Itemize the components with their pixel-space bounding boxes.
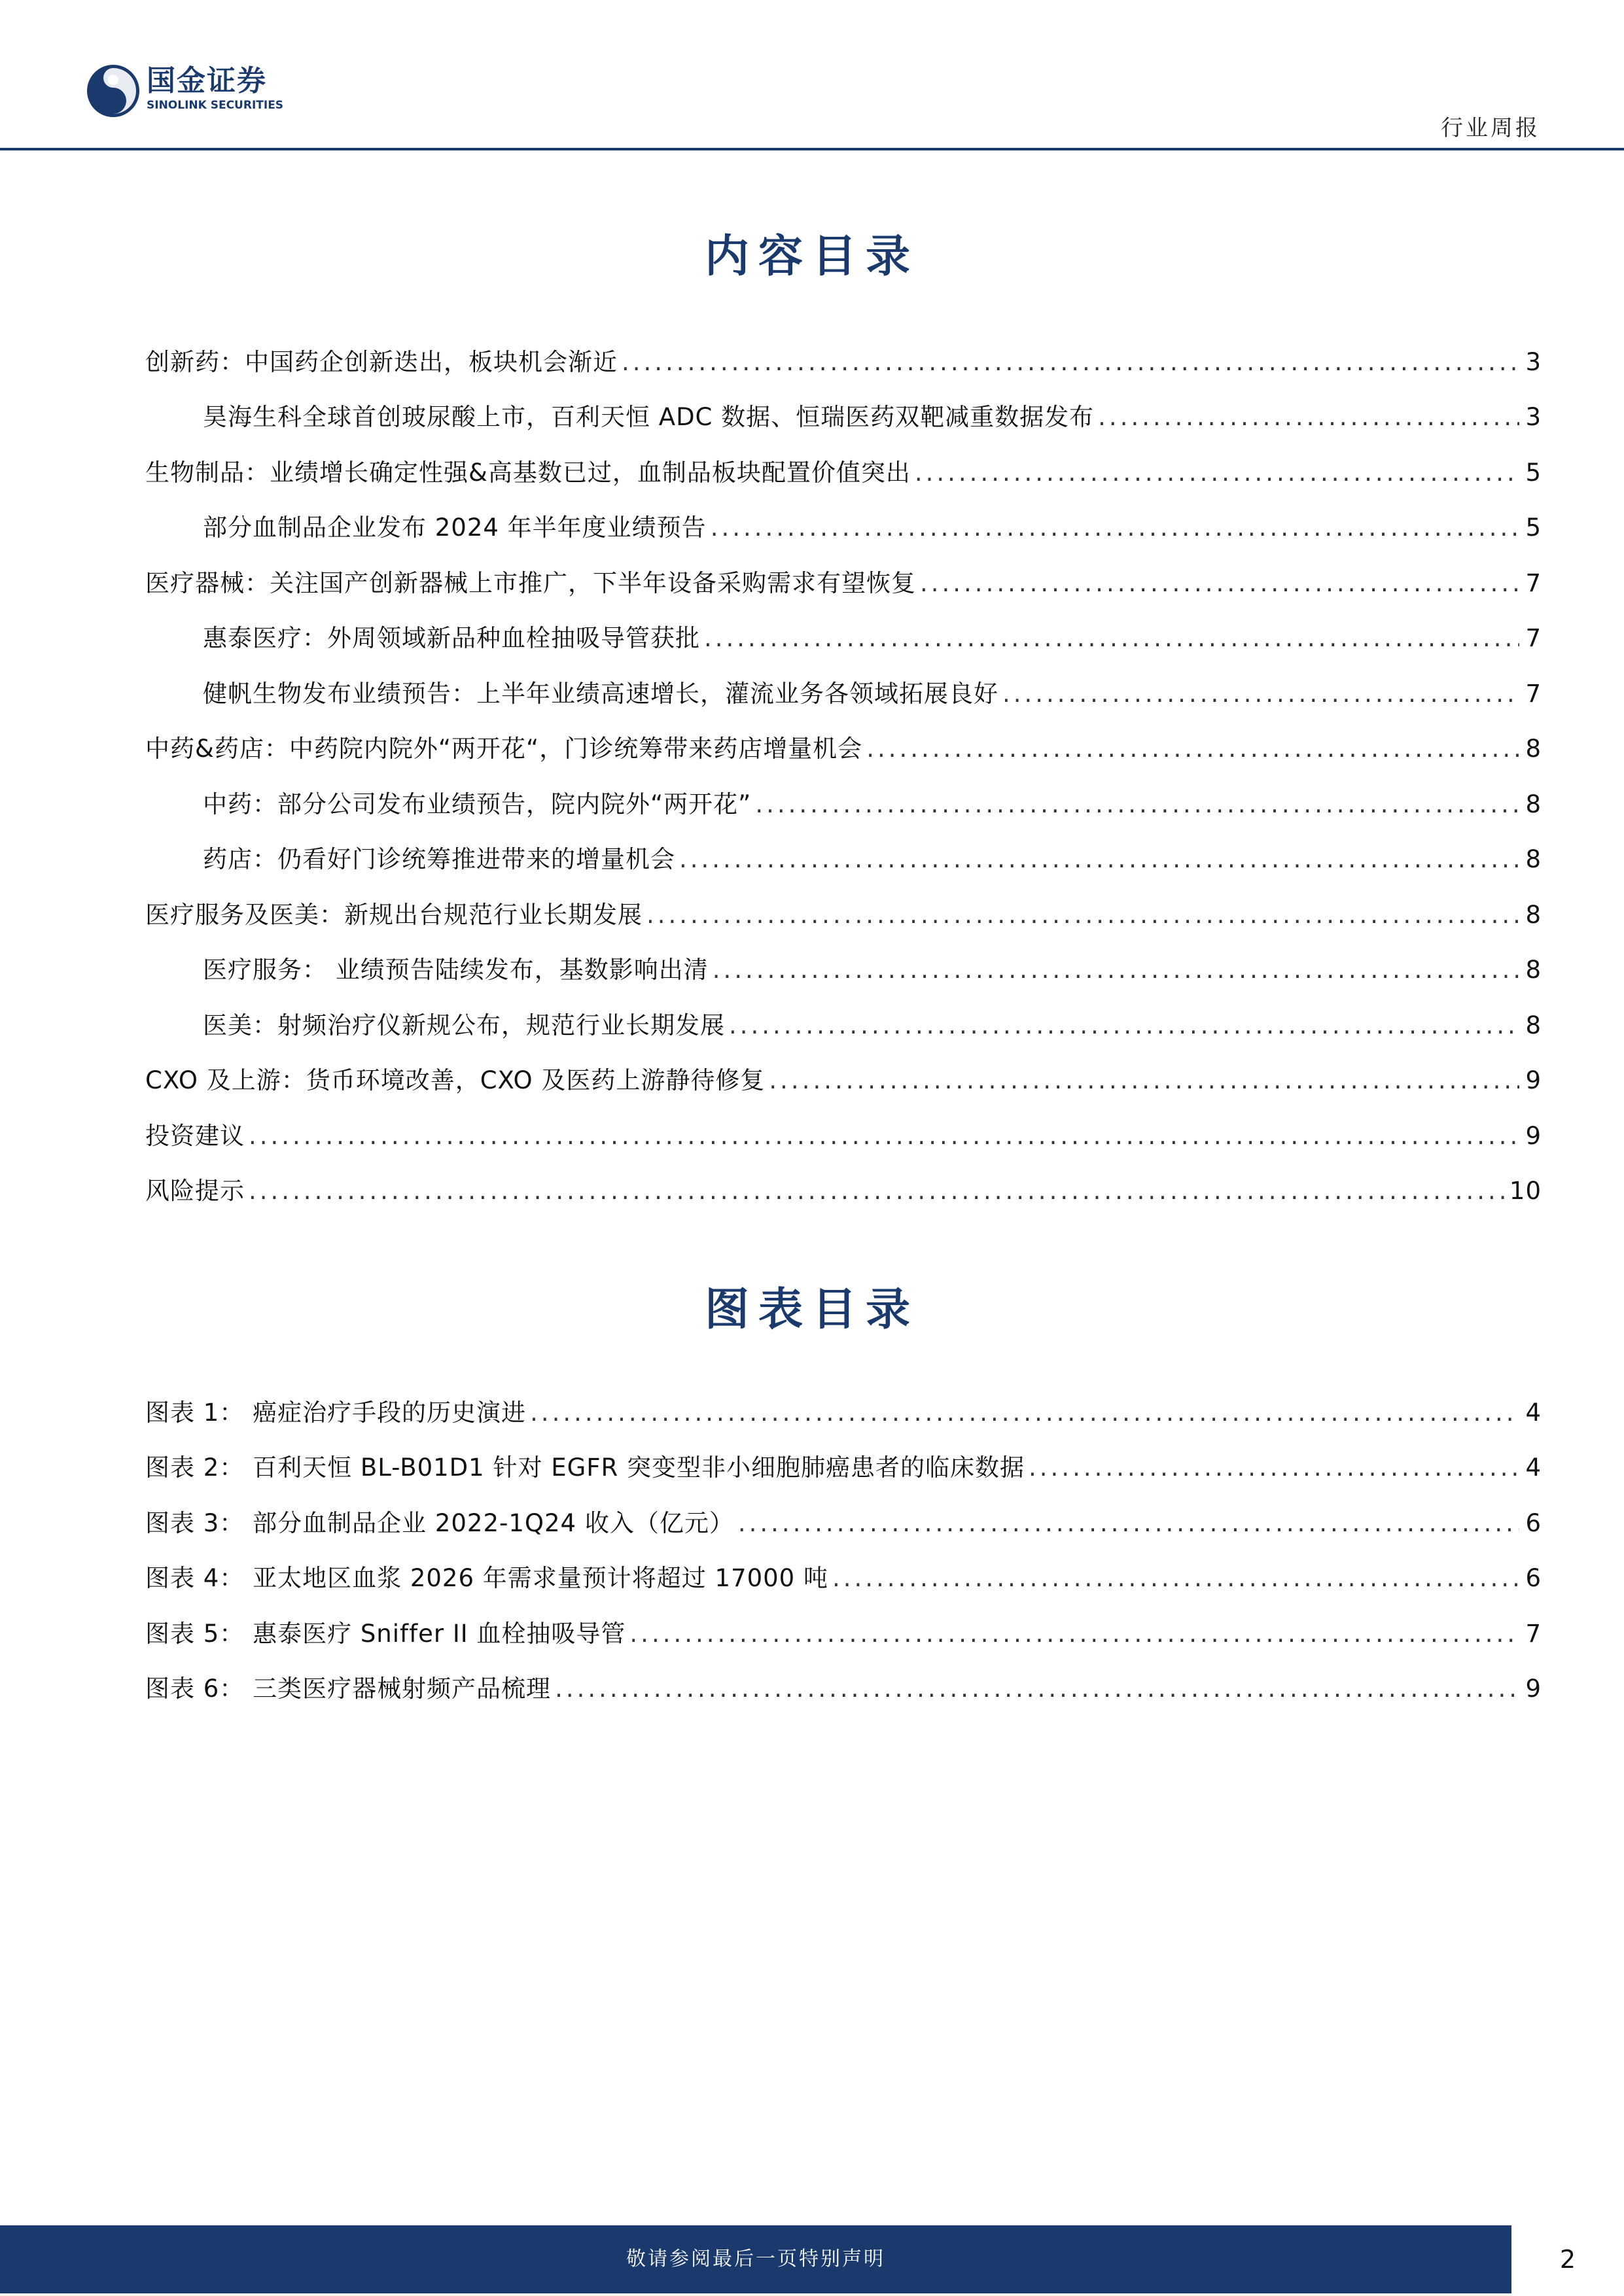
toc-entry-title: 健帆生物发布业绩预告：上半年业绩高速增长，灌流业务各领域拓展良好 — [203, 679, 998, 708]
toc-entry-page: 9 — [1525, 1066, 1542, 1094]
figure-entry-title: 图表 3： 部分血制品企业 2022-1Q24 收入（亿元） — [145, 1508, 734, 1537]
figure-entry-title: 图表 1： 癌症治疗手段的历史演进 — [145, 1398, 527, 1427]
figure-entry-title: 图表 4： 亚太地区血浆 2026 年需求量预计将超过 17000 吨 — [145, 1564, 828, 1592]
toc-entry[interactable] — [145, 709, 1542, 765]
figure-entry[interactable] — [145, 1428, 1542, 1484]
figure-entry-page: 4 — [1525, 1398, 1542, 1427]
dot-leader — [755, 790, 1519, 820]
toc-entry-page: 8 — [1525, 956, 1542, 984]
sinolink-logo-icon — [86, 64, 140, 118]
report-type-label: 行业周报 — [1441, 115, 1540, 141]
figure-entry-page: 6 — [1525, 1508, 1542, 1537]
footer-disclaimer: 敬请参阅最后一页特别声明 — [626, 2248, 885, 2270]
dot-leader — [249, 1176, 1506, 1206]
toc-entry[interactable] — [145, 985, 1542, 1041]
dot-leader — [769, 1066, 1519, 1096]
toc-entry-title: 药店：仍看好门诊统筹推进带来的增量机会 — [203, 845, 675, 873]
figure-entry-page: 4 — [1525, 1453, 1542, 1482]
toc-entry-page: 8 — [1525, 735, 1542, 763]
toc-entry[interactable] — [145, 377, 1542, 433]
figure-entry[interactable] — [145, 1539, 1542, 1594]
toc-entry[interactable] — [145, 930, 1542, 986]
dot-leader — [915, 458, 1519, 488]
figure-entry[interactable] — [145, 1483, 1542, 1539]
dot-leader — [646, 900, 1519, 930]
header-divider — [0, 148, 1624, 150]
dot-leader — [622, 347, 1519, 377]
toc-entry-title: 中药：部分公司发布业绩预告，院内院外“两开花” — [203, 790, 752, 818]
contents-list — [145, 322, 1542, 1206]
toc-entry-page: 10 — [1509, 1177, 1542, 1205]
toc-entry-page: 3 — [1525, 403, 1542, 431]
toc-entry-page: 9 — [1525, 1121, 1542, 1150]
figure-entry-title: 图表 5： 惠泰医疗 Sniffer II 血栓抽吸导管 — [145, 1619, 626, 1648]
dot-leader — [1002, 679, 1519, 709]
toc-entry-page: 7 — [1525, 679, 1542, 708]
toc-entry-title: CXO 及上游：货币环境改善，CXO 及医药上游静待修复 — [145, 1066, 766, 1094]
dot-leader — [832, 1563, 1519, 1593]
toc-entry[interactable] — [145, 1096, 1542, 1151]
figure-entry-page: 9 — [1525, 1675, 1542, 1703]
toc-entry[interactable] — [145, 488, 1542, 544]
toc-entry-page: 7 — [1525, 624, 1542, 652]
figure-entry-title: 图表 6： 三类医疗器械射频产品梳理 — [145, 1675, 552, 1703]
toc-entry[interactable] — [145, 322, 1542, 377]
dot-leader — [704, 623, 1519, 653]
toc-entry[interactable] — [145, 764, 1542, 820]
toc-entry[interactable] — [145, 599, 1542, 654]
toc-entry-page: 5 — [1525, 513, 1542, 542]
toc-entry-title: 投资建议 — [145, 1121, 245, 1150]
toc-entry-title: 中药&药店：中药院内院外“两开花“，门诊统筹带来药店增量机会 — [145, 735, 863, 763]
toc-entry[interactable] — [145, 653, 1542, 709]
toc-entry[interactable] — [145, 1041, 1542, 1096]
toc-entry-title: 生物制品：业绩增长确定性强&高基数已过，血制品板块配置价值突出 — [145, 458, 911, 487]
figure-entry-title: 图表 2： 百利天恒 BL-B01D1 针对 EGFR 突变型非小细胞肺癌患者的临床数据 — [145, 1453, 1025, 1482]
dot-leader — [1098, 402, 1519, 432]
toc-entry-title: 惠泰医疗：外周领域新品种血栓抽吸导管获批 — [203, 624, 700, 652]
toc-entry-title: 医疗服务： 业绩预告陆续发布，基数影响出清 — [203, 956, 709, 984]
dot-leader — [530, 1398, 1519, 1428]
figure-entry-page: 7 — [1525, 1619, 1542, 1648]
dot-leader — [729, 1011, 1519, 1041]
toc-entry-title: 创新药：中国药企创新迭出，板块机会渐近 — [145, 347, 618, 376]
company-logo — [86, 64, 322, 123]
logo-chinese-name: 国金证券 — [147, 64, 267, 97]
page-number: 2 — [1559, 2245, 1576, 2274]
dot-leader — [738, 1508, 1519, 1539]
toc-entry-title: 风险提示 — [145, 1177, 245, 1205]
toc-entry-page: 7 — [1525, 568, 1542, 597]
dot-leader — [713, 955, 1519, 985]
toc-entry[interactable] — [145, 543, 1542, 599]
dot-leader — [1029, 1453, 1519, 1483]
toc-entry-page: 8 — [1525, 845, 1542, 873]
contents-title: 内容目录 — [704, 230, 919, 283]
toc-entry-page: 8 — [1525, 1011, 1542, 1039]
toc-entry-title: 医美：射频治疗仪新规公布，规范行业长期发展 — [203, 1011, 725, 1039]
toc-entry[interactable] — [145, 432, 1542, 488]
figure-entry[interactable] — [145, 1593, 1542, 1649]
dot-leader — [249, 1121, 1519, 1151]
figure-entry[interactable] — [145, 1649, 1542, 1705]
figure-entry[interactable] — [145, 1372, 1542, 1428]
dot-leader — [866, 734, 1519, 764]
toc-entry[interactable] — [145, 875, 1542, 930]
figures-list — [145, 1372, 1542, 1704]
page-footer — [0, 2225, 1624, 2296]
toc-entry[interactable] — [145, 820, 1542, 875]
page-header — [0, 0, 1624, 154]
toc-entry-page: 8 — [1525, 790, 1542, 818]
dot-leader — [920, 568, 1519, 599]
toc-entry-page: 8 — [1525, 900, 1542, 929]
toc-entry-page: 3 — [1525, 347, 1542, 376]
toc-entry-title: 医疗器械：关注国产创新器械上市推广，下半年设备采购需求有望恢复 — [145, 568, 916, 597]
dot-leader — [629, 1619, 1519, 1649]
logo-english-name: SINOLINK SECURITIES — [147, 99, 284, 112]
toc-entry-title: 部分血制品企业发布 2024 年半年度业绩预告 — [203, 513, 707, 542]
toc-entry-title: 医疗服务及医美：新规出台规范行业长期发展 — [145, 900, 643, 929]
dot-leader — [711, 513, 1519, 543]
dot-leader — [555, 1674, 1519, 1704]
figure-entry-page: 6 — [1525, 1564, 1542, 1592]
toc-entry-title: 昊海生科全球首创玻尿酸上市，百利天恒 ADC 数据、恒瑞医药双靶减重数据发布 — [203, 403, 1095, 431]
figures-title: 图表目录 — [704, 1283, 919, 1336]
toc-entry[interactable] — [145, 1151, 1542, 1207]
dot-leader — [679, 844, 1519, 875]
toc-entry-page: 5 — [1525, 458, 1542, 487]
